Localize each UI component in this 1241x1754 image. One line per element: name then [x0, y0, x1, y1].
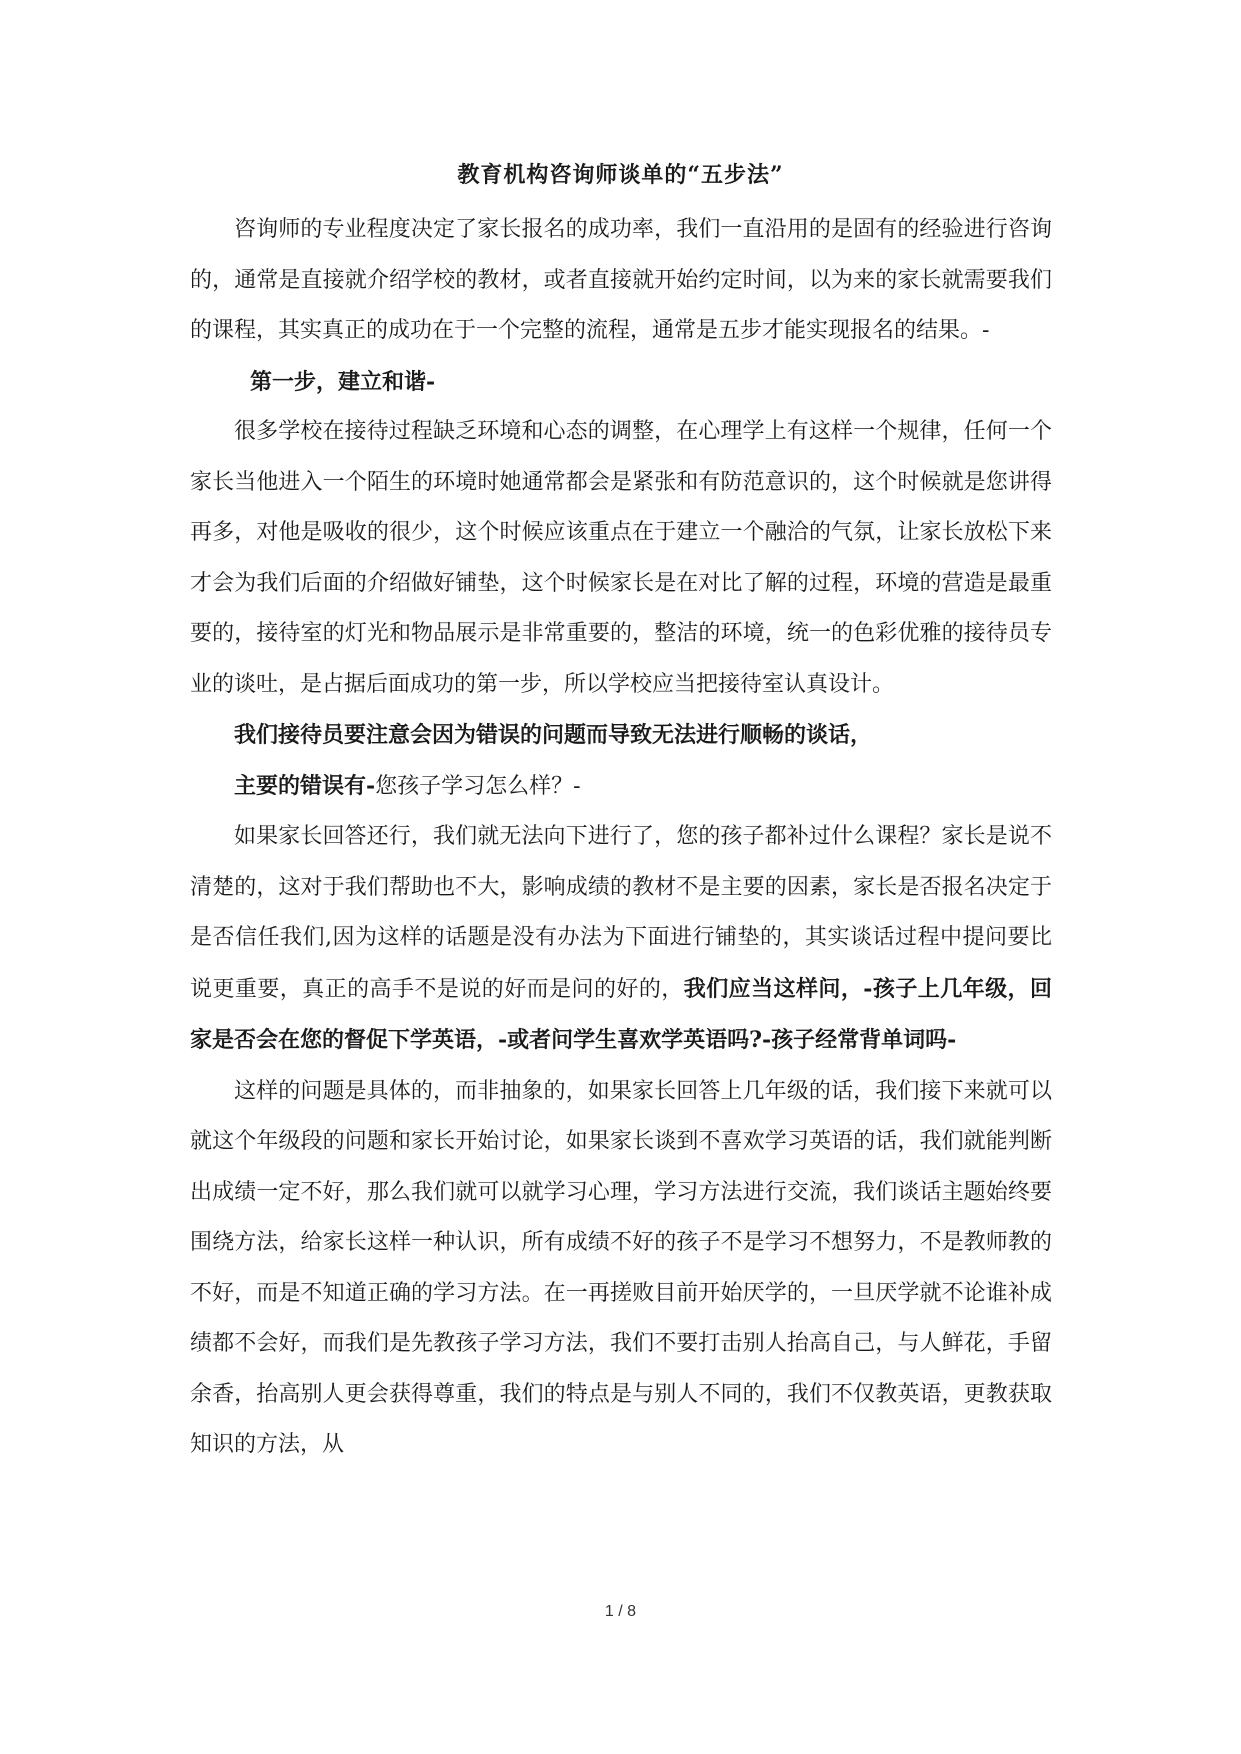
concrete-questions-paragraph: 这样的问题是具体的，而非抽象的，如果家长回答上几年级的话，我们接下来就可以就这个年级段的问题和家长开始讨论，如果家长谈到不喜欢学习英语的话，我们就能判断出成绩一定不好，那么我们就可以就学习心理，学习方法进行交流，我们谈话主题始终要围绕方法，给家长这样一种认识，所有成绩不好的孩子不是学习不想努力，不是教师教的不好，而是不知道正确的学习方法。在一再搓败目前开始厌学的，一旦厌学就不论谁补成绩都不会好，而我们是先教孩子学习方法，我们不要打击别人抬高自己，与人鲜花，手留余香，抬高别人更会获得尊重，我们的特点是与别人不同的，我们不仅教英语，更教获取知识的方法，从 — [190, 1078, 1052, 1457]
questioning-paragraph — [190, 812, 1052, 1067]
mistakes-label: 主要的错误有- — [234, 772, 376, 799]
step-one-heading: 第一步，建立和谐- — [250, 368, 436, 395]
document-body — [190, 205, 1052, 1471]
page-number: 1 / 8 — [604, 1603, 637, 1620]
mistakes-example: 您孩子学习怎么样？- — [375, 773, 581, 799]
questioning-text: 如果家长回答还行，我们就无法向下进行了，您的孩子都补过什么课程？家长是说不清楚的，这对于我们帮助也不大，影响成绩的教材不是主要的因素，家长是否报名决定于是否信任我们,因为这样的话题是没有办法为下面进行铺垫的，其实谈话过程中提问要比说更重要，真正的高手不是说的好而是问的好的， — [190, 824, 1052, 1002]
intro-paragraph: 咨询师的专业程度决定了家长报名的成功率，我们一直沿用的是固有的经验进行咨询的，通常是直接就介绍学校的教材，或者直接就开始约定时间，以为来的家长就需要我们的课程，其实真正的成功在于一个完整的流程，通常是五步才能实现报名的结果。- — [190, 217, 1052, 343]
mistakes-line — [190, 761, 1052, 813]
document-title: 教育机构咨询师谈单的“五步法” — [457, 162, 784, 188]
receptionist-warning-line: 我们接待员要注意会因为错误的问题而导致无法进行顺畅的谈话， — [234, 722, 873, 748]
questioning-bold-text: 我们应当这样问，-孩子上几年级，回家是否会在您的督促下学英语，-或者问学生喜欢学英语吗?-孩子经常背单词吗- — [190, 975, 1052, 1053]
step-one-paragraph: 很多学校在接待过程缺乏环境和心态的调整，在心理学上有这样一个规律，任何一个家长当他进入一个陌生的环境时她通常都会是紧张和有防范意识的，这个时候就是您讲得再多，对他是吸收的很少，这个时候应该重点在于建立一个融洽的气氛，让家长放松下来才会为我们后面的介绍做好铺垫，这个时候家长是在对比了解的过程，环境的营造是最重要的，接待室的灯光和物品展示是非常重要的，整洁的环境，统一的色彩优雅的接待员专业的谈吐，是占据后面成功的第一步，所以学校应当把接待室认真设计。 — [190, 419, 1052, 697]
